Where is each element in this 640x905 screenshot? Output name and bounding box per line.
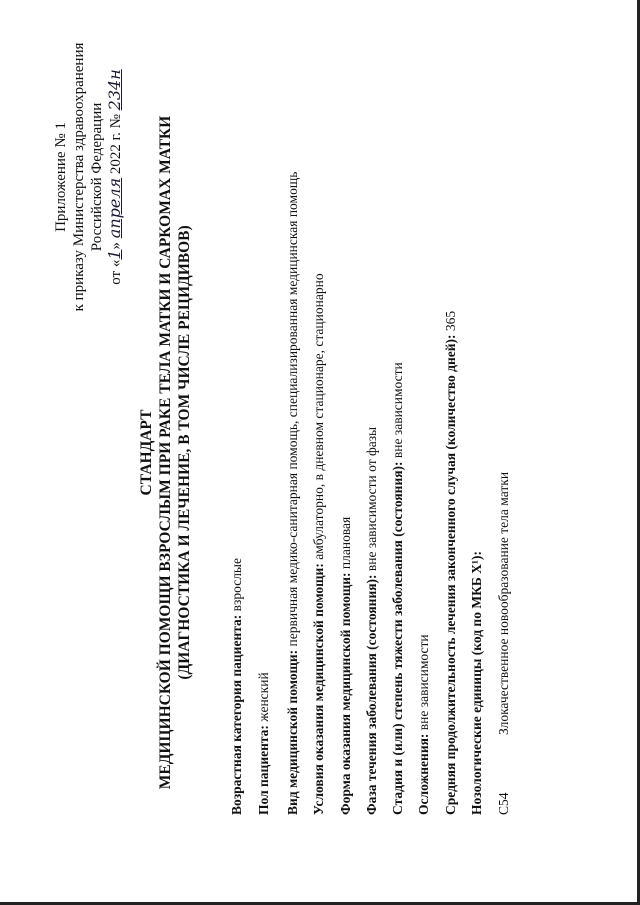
- appendix-header: [52, 17, 125, 337]
- field-treatment-duration: Средняя продолжительность лечения законченного случая (количество дней): 365: [443, 310, 458, 815]
- field-disease-stage: Стадия и (или) степень тяжести заболевания (состояния): вне зависимости: [390, 362, 405, 815]
- field-complications: Осложнения: вне зависимости: [416, 634, 431, 815]
- appendix-order-ref: к приказу Министерства здравоохранения: [71, 42, 87, 312]
- icd-code: C54: [496, 792, 511, 815]
- field-care-form: Форма оказания медицинской помощи: плановая: [338, 516, 353, 815]
- code-row: [496, 472, 512, 815]
- date-day: 1: [105, 249, 124, 260]
- appendix-date-line: [106, 17, 125, 337]
- date-year: 2022 г. №: [108, 114, 124, 175]
- field-age-category: Возрастная категория пациента: взрослые: [229, 558, 244, 815]
- field-disease-phase: Фаза течения заболевания (состояния): вне зависимости от фазы: [364, 426, 379, 815]
- field-care-conditions: Условия оказания медицинской помощи: амбулаторно, в дневном стационаре, стационарно: [311, 273, 326, 815]
- field-care-type: Вид медицинской помощи: первичная медико-санитарная помощь, специализированная медицинская помощь: [285, 171, 300, 815]
- field-nosological-units: Нозологические единицы (код по МКБ X¹):: [469, 551, 484, 815]
- standard-subtitle: МЕДИЦИНСКОЙ ПОМОЩИ ВЗРОСЛЫМ ПРИ РАКЕ ТЕЛА МАТКИ И САРКОМАХ МАТКИ: [157, 115, 174, 790]
- appendix-number: Приложение № 1: [53, 122, 69, 232]
- icd-description: Злокачественное новообразование тела матки: [496, 471, 511, 735]
- date-month: апреля: [105, 177, 124, 239]
- date-prefix: от «: [108, 259, 124, 285]
- field-sex: Пол пациента: женский: [256, 672, 271, 815]
- order-number: 234н: [105, 69, 124, 111]
- standard-title: СТАНДАРТ: [138, 409, 155, 496]
- appendix-ministry: Российской Федерации: [89, 102, 105, 252]
- standard-subtitle-2: (ДИАГНОСТИКА И ЛЕЧЕНИЕ, В ТОМ ЧИСЛЕ РЕЦИДИВОВ): [176, 225, 193, 680]
- date-mid: »: [108, 241, 124, 250]
